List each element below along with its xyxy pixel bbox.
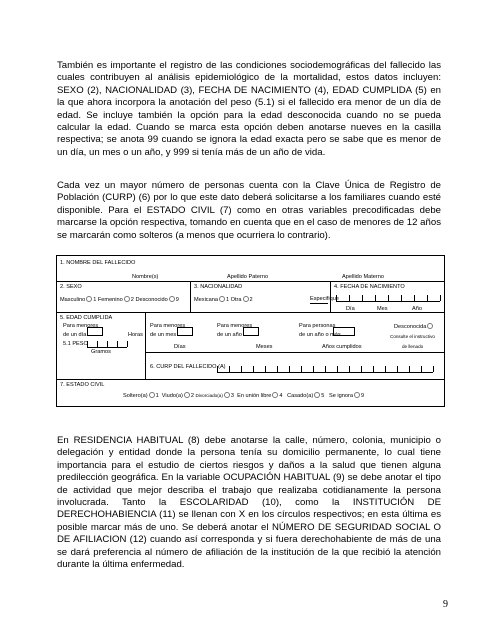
paragraph-residence: En RESIDENCIA HABITUAL (8) debe anotarse la calle, número, colonia, municipio o delegación y entidad donde la persona tenía su domicilio permanente, lo cual tiene importancia para el estudio de ciertos riesgos y daños a la salud que tienen alguna predilección geográfica. En la variable OCUPACIÓN HABITUAL (9) se debe anotar el tipo de actividad que mejor describa el trabajo que realizaba cotidianamente la persona involucrada. Tanto la ESCOLARIDAD (10), como la INSTITUCIÓN DE DERECHOHABIENCIA (11) se llenan con X en los círculos respectivos; en esta última es posible marcar más de uno. Se deberá anotar el NÚMERO DE SEGURIDAD SOCIAL O DE AFILIACION (12) cuando así corresponda y si fuera derechohabiente de más de una se dará preferencia al número de afiliación de la institución de la que recibió la atención durante la última enfermedad.	[57, 435, 441, 571]
label-soltero: Soltero(a)	[123, 393, 148, 399]
code-5: 5	[321, 393, 325, 399]
curp-boxes[interactable]	[217, 365, 433, 373]
radio-divorciado[interactable]	[224, 392, 230, 398]
label-peso: 5.1 PESO	[63, 341, 88, 347]
label-de-un-anio-o-mas: de un año o más	[299, 332, 341, 338]
radio-casado[interactable]	[314, 392, 320, 398]
birthdate-boxes[interactable]	[336, 294, 440, 302]
divider	[190, 281, 191, 312]
code-2: 2	[130, 297, 134, 303]
label-mes: Mes	[377, 306, 388, 312]
radio-masculino[interactable]	[86, 296, 92, 302]
paragraph-curp: Cada vez un mayor número de personas cuenta con la Clave Única de Registro de Población (CURP) (6) por lo que este dato deberá solicitarse a los familiares cuando esté disponible. Para el ESTADO CIVIL (7) como en otras variables precodificadas debe marcarse la opción respectiva, tomando en cuenta que en el caso de menores de 12 años se marcarán como solteros (a menos que ocurriera lo contrario).	[57, 180, 441, 241]
label-especifique: Especifique	[310, 296, 339, 302]
label-para-menores-dia: Para menores	[63, 323, 99, 329]
weight-boxes[interactable]	[87, 340, 127, 348]
label-divorciado: Divorciado(a)	[195, 393, 223, 398]
code-9: 9	[360, 393, 365, 399]
field-5-title: 5. EDAD CUMPLIDA	[60, 315, 113, 321]
divider	[330, 281, 331, 312]
radio-soltero[interactable]	[149, 392, 155, 398]
divider	[57, 379, 444, 380]
label-para-menores-anio: Para menores	[217, 323, 253, 329]
hours-box[interactable]	[87, 327, 103, 336]
label-gramos: Gramos	[91, 349, 111, 355]
label-otra: Otra	[230, 297, 242, 303]
code-3: 3	[230, 393, 234, 399]
label-nombre: Nombre(s)	[132, 274, 159, 280]
specify-line[interactable]	[310, 303, 328, 304]
code-1: 1	[155, 393, 159, 399]
divider	[57, 281, 444, 282]
field-2-title: 2. SEXO	[60, 284, 82, 290]
label-casado: Casado(a)	[287, 393, 314, 399]
label-mexicana: Mexicana	[194, 297, 218, 303]
desconocida-option	[394, 323, 434, 331]
radio-femenino[interactable]	[124, 296, 130, 302]
code-1: 1	[225, 297, 230, 303]
label-masculino: Masculino	[60, 297, 86, 303]
months-box[interactable]	[243, 327, 259, 336]
radio-se-ignora[interactable]	[354, 392, 360, 398]
field-7-title: 7. ESTADO CIVIL	[60, 382, 105, 388]
label-horas: Horas	[128, 332, 143, 338]
paragraph-sociodemographic: También es importante el registro de las condiciones sociodemográficas del fallecido las cuales contribuyen al análisis epidemiológico de la mortalidad, estos datos incluyen: SEXO (2), NACIONALIDAD (3), FECHA DE NACIMIENTO (4), EDAD CUMPLIDA (5) en la que ahora incorpora la anotación del peso (5.1) si el fallecido era menor de un día de edad. Se incluye también la opción para la edad desconocida cuando no se pueda calcular la edad. Cuando se marca esta opción deben anotarse nueves en la casilla respectiva; se anota 99 cuando se ignora la edad exacta pero se sabe que es menor de un día, un mes o un año, y 999 si tenía más de un año de vida.	[57, 60, 441, 158]
radio-mexicana[interactable]	[219, 296, 225, 302]
label-de-un-dia: de un día	[63, 332, 87, 338]
nacionalidad-options	[194, 296, 253, 304]
code-2: 2	[190, 393, 194, 399]
radio-desconocido[interactable]	[169, 296, 175, 302]
label-anio: Año	[412, 306, 422, 312]
label-apellido-paterno: Apellido Paterno	[227, 274, 269, 280]
field-6-title: 6. CURP DEL FALLECIDO (A)	[150, 364, 226, 370]
label-desconocido: Desconocido	[135, 297, 168, 303]
label-para-personas: Para personas	[299, 323, 336, 329]
label-femenino: Femenino	[97, 297, 123, 303]
divider	[57, 312, 444, 313]
label-apellido-materno: Apellido Materno	[342, 274, 384, 280]
divider	[145, 352, 444, 353]
label-dia: Día	[346, 306, 355, 312]
field-4-title: 4. FECHA DE NACIMIENTO	[334, 284, 405, 290]
label-union-libre: En unión libre	[237, 393, 272, 399]
death-certificate-form-excerpt	[56, 255, 445, 407]
page-number: 9	[443, 599, 448, 610]
label-dias: Días	[174, 344, 186, 350]
code-9: 9	[175, 297, 179, 303]
label-consulte-instructivo: Consulte el instructivo	[390, 334, 435, 339]
field-1-title: 1. NOMBRE DEL FALLECIDO	[60, 260, 136, 266]
radio-desconocida[interactable]	[427, 323, 433, 329]
radio-union-libre[interactable]	[272, 392, 278, 398]
days-box[interactable]	[177, 327, 193, 336]
label-de-un-anio: de un año	[217, 332, 242, 338]
label-de-llenado: de llenado	[402, 344, 424, 349]
code-1: 1	[93, 297, 97, 303]
label-se-ignora: Se ignora	[329, 393, 353, 399]
label-anios-cumplidos: Años cumplidos	[322, 344, 362, 350]
sexo-options	[60, 296, 179, 304]
code-4: 4	[279, 393, 283, 399]
label-de-un-mes: de un mes	[150, 332, 177, 338]
label-para-menores-mes: Para menores	[150, 323, 186, 329]
label-desconocida: Desconocida	[394, 324, 427, 330]
radio-otra[interactable]	[243, 296, 249, 302]
label-viudo: Viudo(a)	[161, 393, 183, 399]
label-meses: Meses	[256, 344, 273, 350]
code-2: 2	[249, 297, 253, 303]
field-3-title: 3. NACIONALIDAD	[194, 284, 243, 290]
years-box[interactable]	[333, 327, 355, 336]
divider	[145, 312, 146, 379]
radio-viudo[interactable]	[184, 392, 190, 398]
estado-civil-options	[123, 392, 364, 400]
